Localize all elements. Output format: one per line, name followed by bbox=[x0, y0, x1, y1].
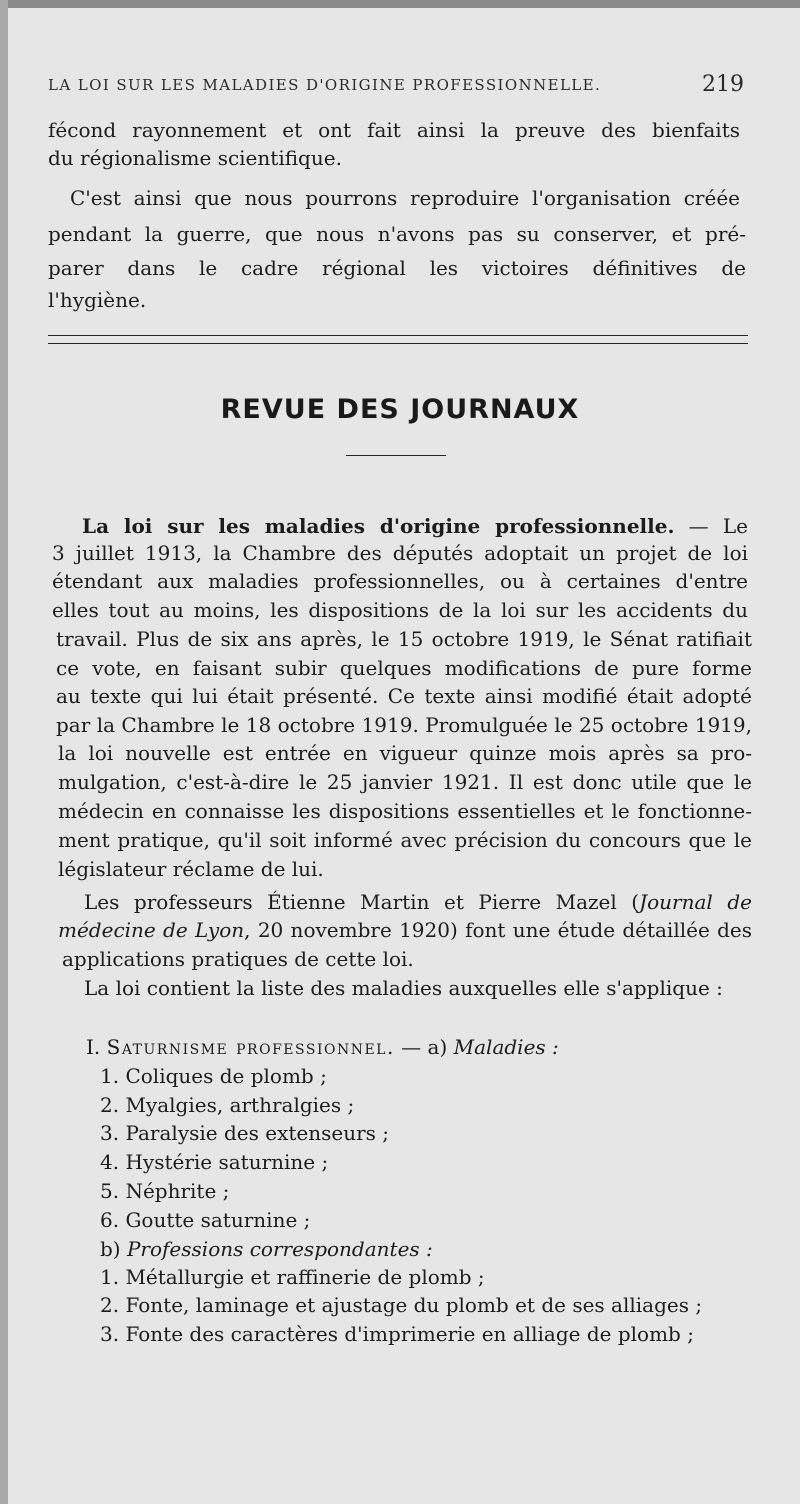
article-heading: La loi sur les maladies d'origine professionnelle. bbox=[82, 514, 675, 538]
paragraph-line: La loi contient la liste des maladies auxquelles elle s'applique : bbox=[84, 976, 723, 1000]
list-item-number: 2. bbox=[100, 1093, 120, 1117]
list-item-number: 1. bbox=[100, 1265, 120, 1289]
double-rule-top bbox=[48, 335, 748, 336]
paragraph-line: travail. Plus de six ans après, le 15 octobre 1919, le Sénat ratifiait bbox=[56, 627, 752, 651]
list-item-number: 5. bbox=[100, 1179, 120, 1203]
list-item-text: Myalgies, arthralgies ; bbox=[125, 1093, 355, 1117]
paragraph-line: 3 juillet 1913, la Chambre des députés adoptait un projet de loi bbox=[52, 541, 748, 565]
list-item bbox=[100, 1091, 354, 1119]
paragraph-line: ment pratique, qu'il soit informé avec précision du concours que le bbox=[58, 828, 752, 852]
subhead-maladies: Maladies : bbox=[453, 1035, 559, 1059]
category-numeral: I. bbox=[86, 1035, 101, 1059]
subhead-professions: Professions correspondantes : bbox=[126, 1237, 433, 1261]
citation-authors: Les professeurs Étienne Martin et Pierre Mazel ( bbox=[84, 890, 640, 914]
paragraph-line: ce vote, en faisant subir quelques modifications de pure forme bbox=[56, 656, 752, 680]
category-title: Saturnisme professionnel. bbox=[106, 1035, 395, 1059]
intro-line: fécond rayonnement et ont fait ainsi la preuve des bienfaits bbox=[48, 118, 740, 142]
citation-journal-name: médecine de Lyon bbox=[58, 918, 245, 942]
list-item bbox=[100, 1148, 328, 1176]
intro-line: C'est ainsi que nous pourrons reproduire l'organisation créée bbox=[70, 186, 740, 210]
section-title-underline bbox=[346, 455, 446, 456]
list-item-text: Fonte des caractères d'imprimerie en alliage de plomb ; bbox=[125, 1322, 694, 1346]
list-item bbox=[100, 1062, 327, 1090]
list-item-text: Fonte, laminage et ajustage du plomb et de ses alliages ; bbox=[125, 1293, 703, 1317]
intro-line: pendant la guerre, que nous n'avons pas su conserver, et pré- bbox=[48, 222, 746, 246]
article-heading-line bbox=[82, 512, 748, 540]
list-item-number: 4. bbox=[100, 1150, 120, 1174]
scan-left-edge bbox=[0, 0, 8, 1504]
citation-journal: Journal bbox=[639, 890, 713, 914]
list-item bbox=[100, 1119, 389, 1147]
citation-rest: , 20 novembre 1920) font une étude détaillée des bbox=[244, 918, 752, 942]
paragraph-line bbox=[84, 888, 752, 916]
paragraph-line bbox=[58, 916, 752, 944]
paragraph-line: la loi nouvelle est entrée en vigueur quinze mois après sa pro- bbox=[58, 741, 752, 765]
list-item bbox=[100, 1206, 310, 1234]
list-item bbox=[100, 1177, 229, 1205]
intro-line: du régionalisme scientifique. bbox=[48, 146, 342, 170]
list-item-text: Goutte saturnine ; bbox=[125, 1208, 311, 1232]
section-title: REVUE DES JOURNAUX bbox=[220, 394, 580, 425]
intro-line: l'hygiène. bbox=[48, 288, 147, 312]
list-item-number: 3. bbox=[100, 1121, 120, 1145]
paragraph-line: législateur réclame de lui. bbox=[58, 857, 324, 881]
paragraph-line: applications pratiques de cette loi. bbox=[62, 947, 414, 971]
article-heading-dash: — Le bbox=[674, 514, 748, 538]
running-head bbox=[48, 72, 744, 97]
running-head-title: LA LOI SUR LES MALADIES D'ORIGINE PROFESSIONNELLE. bbox=[48, 76, 602, 94]
list-item-number: 2. bbox=[100, 1293, 120, 1317]
list-item-text: Hystérie saturnine ; bbox=[125, 1150, 329, 1174]
list-item-number: 6. bbox=[100, 1208, 120, 1232]
paragraph-line: étendant aux maladies professionnelles, ou à certaines d'entre bbox=[52, 569, 748, 593]
page-number: 219 bbox=[702, 72, 744, 97]
subhead-professions-line bbox=[100, 1235, 433, 1263]
paragraph-line: par la Chambre le 18 octobre 1919. Promulguée le 25 octobre 1919, bbox=[56, 713, 752, 737]
category-dash: — a) bbox=[394, 1035, 454, 1059]
paragraph-line: médecin en connaisse les dispositions essentielles et le fonctionne- bbox=[58, 799, 752, 823]
list-item-number: 1. bbox=[100, 1064, 120, 1088]
intro-line: parer dans le cadre régional les victoires définitives de bbox=[48, 256, 746, 280]
category-heading bbox=[86, 1033, 559, 1061]
list-item-number: 3. bbox=[100, 1322, 120, 1346]
paragraph-line: mulgation, c'est-à-dire le 25 janvier 1921. Il est donc utile que le bbox=[58, 770, 752, 794]
list-item-text: Métallurgie et raffinerie de plomb ; bbox=[125, 1265, 485, 1289]
paragraph-line: elles tout au moins, les dispositions de la loi sur les accidents du bbox=[52, 598, 748, 622]
citation-journal-cont: de bbox=[727, 890, 752, 914]
list-item bbox=[100, 1291, 702, 1319]
list-item-text: Paralysie des extenseurs ; bbox=[125, 1121, 389, 1145]
list-item-text: Coliques de plomb ; bbox=[125, 1064, 327, 1088]
list-item bbox=[100, 1263, 485, 1291]
list-item-text: Néphrite ; bbox=[125, 1179, 230, 1203]
paragraph-line: au texte qui lui était présenté. Ce texte ainsi modifié était adopté bbox=[56, 684, 752, 708]
list-item bbox=[100, 1320, 694, 1348]
double-rule-bottom bbox=[48, 343, 748, 344]
scan-top-edge bbox=[0, 0, 800, 8]
subhead-letter: b) bbox=[100, 1237, 127, 1261]
